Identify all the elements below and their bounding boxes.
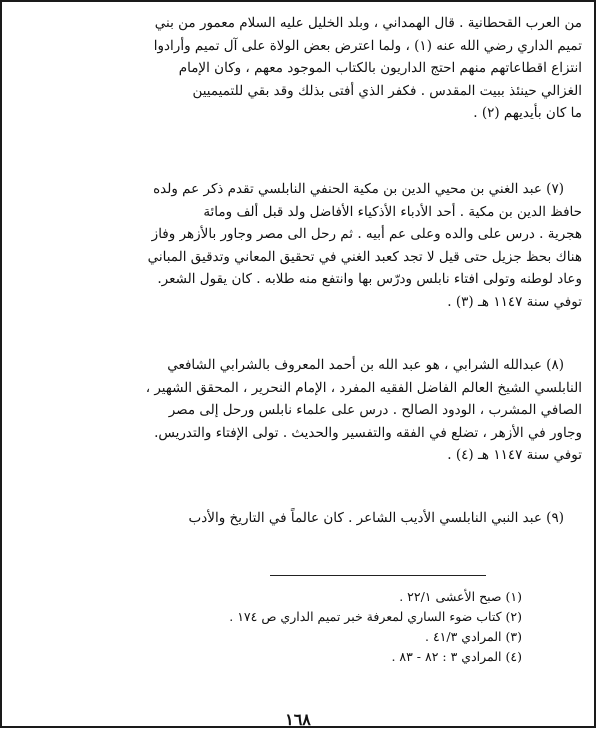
text-line: (٨) عبدالله الشرابي ، هو عبد الله بن أحمد المعروف بالشرابي الشافعي xyxy=(167,357,564,373)
text-line: (٩) عبد النبي النابلسي الأديب الشاعر . كان عالماً في التاريخ والأدب xyxy=(188,510,564,526)
footnote-4: (٤) المرادي ٣ : ٨٢ - ٨٣ . xyxy=(391,649,522,664)
text-line: النابلسي الشيخ العالم الفاضل الفقيه المفرد ، الإمام النحرير ، المحقق الشهير ، xyxy=(145,379,582,396)
text-line: انتزاع اقطاعاتهم منهم احتج الداريون بالكتاب الموجود معهم ، وكان الإمام xyxy=(178,60,582,76)
text-line: تميم الداري رضي الله عنه (١) ، ولما اعترض بعض الولاة على آل تميم وأرادوا xyxy=(153,37,582,54)
paragraph-7-abd-al-ghani xyxy=(14,178,582,313)
page-number: ١٦٨ xyxy=(285,710,311,729)
paragraph-1 xyxy=(14,12,582,125)
text-line: حافظ الدين بن مكية . أحد الأدباء الأذكياء الأفاضل ولد قبل ألف ومائة xyxy=(203,203,582,220)
footnote-divider xyxy=(270,575,486,576)
paragraph-9-abd-al-nabi xyxy=(14,507,582,530)
paragraph-8-abdullah-al-sharabi xyxy=(14,354,582,467)
text-line: الصافي المشرب ، الودود الصالح . درس على علماء نابلس ورحل إلى مصر xyxy=(168,402,582,418)
text-line: (٧) عبد الغني بن محيي الدين بن مكية الحنفي النابلسي تقدم ذكر عم ولده xyxy=(153,181,564,197)
text-line: توفي سنة ١١٤٧ هـ (٣) . xyxy=(447,293,582,310)
text-line: من العرب القحطانية . قال الهمداني ، وبلد الخليل عليه السلام معمور من بني xyxy=(154,15,582,31)
footnote-2: (٢) كتاب ضوء الساري لمعرفة خبر تميم الداري ص ١٧٤ . xyxy=(229,609,522,624)
text-line: الغزالي حينئذ ببيت المقدس . فكفر الذي أفتى بذلك وقد بقي للتميميين xyxy=(192,82,582,99)
text-line: هجرية . درس على والده وعلى عم أبيه . ثم رحل الى مصر وجاور بالأزهر وفاز xyxy=(151,226,582,242)
text-line: وجاور في الأزهر ، تضلع في الفقه والتفسير والحديث . تولى الإفتاء والتدريس. xyxy=(154,424,582,441)
footnotes xyxy=(14,587,582,667)
footnote-3: (٣) المرادي ٤١/٣ . xyxy=(425,629,522,644)
text-line: ما كان بأيديهم (٢) . xyxy=(473,105,582,121)
footnote-1: (١) صبح الأعشى ٢٢/١ . xyxy=(399,589,522,604)
text-line: هناك بحظ جزيل حتى قيل لا تجد كعبد الغني في تحقيق المعاني وتدقيق المباني xyxy=(147,248,582,265)
text-line: وعاد لوطنه وتولى افتاء نابلس ودرّس بها وانتفع منه طلابه . كان يقول الشعر. xyxy=(157,271,582,287)
text-line: توفي سنة ١١٤٧ هـ (٤) . xyxy=(447,447,582,463)
